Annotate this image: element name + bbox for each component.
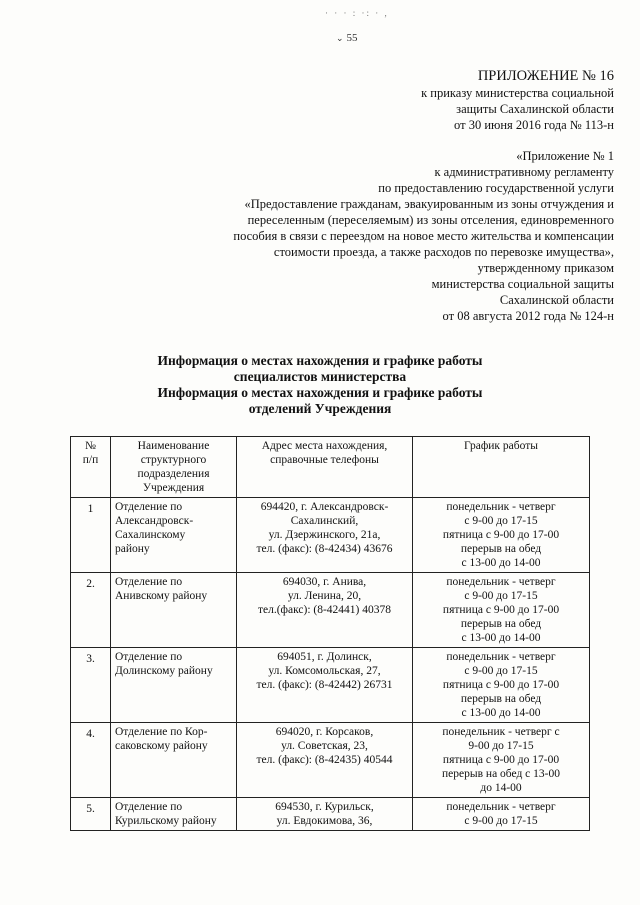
cell-line: Отделение по Кор-: [115, 726, 208, 738]
row-department: [111, 498, 237, 573]
cell-line: с 9-00 до 17-15: [464, 815, 538, 827]
cell-line: Сахалинскому: [115, 529, 186, 541]
row-number: 5.: [71, 798, 111, 831]
cell-line: с 9-00 до 17-15: [464, 590, 538, 602]
heading-line: специалистов министерства: [233, 369, 407, 384]
header-line: структурного: [140, 454, 207, 466]
cell-line: ул. Комсомольская, 27,: [268, 665, 381, 677]
row-schedule: [413, 648, 590, 723]
cell-line: ул. Евдокимова, 36,: [276, 815, 373, 827]
row-schedule: [413, 798, 590, 831]
section-heading: [0, 353, 640, 417]
table-row: [71, 573, 590, 648]
appendix-line: к приказу министерства социальной: [421, 86, 614, 100]
appendix-title: ПРИЛОЖЕНИЕ № 16: [477, 68, 614, 84]
cell-line: до 14-00: [480, 782, 522, 794]
heading-line: Информация о местах нахождения и графике работы: [157, 353, 483, 368]
reglament-line: к административному регламенту: [434, 165, 614, 179]
cell-line: тел. (факс): (8-42442) 26731: [256, 679, 393, 691]
cell-line: с 9-00 до 17-15: [464, 515, 538, 527]
page-number-tick: ⌄: [336, 33, 344, 43]
page-number-value: 55: [346, 32, 358, 44]
header-line: Учреждения: [142, 482, 205, 494]
reglament-line: пособия в связи с переездом на новое место жительства и компенсации: [233, 229, 614, 243]
cell-line: пятница с 9-00 до 17-00: [442, 679, 560, 691]
cell-line: пятница с 9-00 до 17-00: [442, 754, 560, 766]
table-row: [71, 798, 590, 831]
table-row: [71, 723, 590, 798]
row-address: [237, 723, 413, 798]
header-line: Наименование: [137, 440, 210, 452]
table-header-row: [71, 437, 590, 498]
row-address: [237, 798, 413, 831]
cell-line: понедельник - четверг: [446, 576, 556, 588]
header-line: №: [85, 440, 96, 452]
row-schedule: [413, 723, 590, 798]
cell-line: тел.(факс): (8-42441) 40378: [257, 604, 392, 616]
reglament-line: «Приложение № 1: [516, 149, 614, 163]
header-line: Адрес места нахождения,: [261, 440, 388, 452]
cell-line: 9-00 до 17-15: [468, 740, 534, 752]
cell-line: тел. (факс): (8-42434) 43676: [256, 543, 393, 555]
row-address: [237, 573, 413, 648]
cell-line: пятница с 9-00 до 17-00: [442, 604, 560, 616]
cell-line: перерыв на обед: [460, 693, 542, 705]
header-line: справочные телефоны: [270, 454, 379, 466]
scan-artifact-mark: · · · : ·: · ,: [325, 8, 389, 18]
header-address: [237, 437, 413, 498]
cell-line: ул. Советская, 23,: [281, 740, 368, 752]
table-row: [71, 648, 590, 723]
cell-line: Отделение по: [115, 651, 183, 663]
cell-line: ул. Дзержинского, 21а,: [268, 529, 381, 541]
cell-line: ул. Ленина, 20,: [287, 590, 362, 602]
row-number: 1: [71, 498, 111, 573]
heading-line: Информация о местах нахождения и графике работы: [157, 385, 483, 400]
cell-line: району: [115, 543, 150, 555]
reglament-line: министерства социальной защиты: [431, 277, 614, 291]
cell-line: понедельник - четверг: [446, 501, 556, 513]
reglament-line: от 08 августа 2012 года № 124-н: [442, 309, 614, 323]
row-address: [237, 498, 413, 573]
cell-line: понедельник - четверг с: [442, 726, 560, 738]
reglament-line: утвержденному приказом: [477, 261, 614, 275]
cell-line: Сахалинский,: [290, 515, 359, 527]
appendix-line: защиты Сахалинской области: [456, 102, 614, 116]
cell-line: перерыв на обед с 13-00: [442, 768, 560, 780]
appendix-block: [421, 68, 614, 133]
row-number: 2.: [71, 573, 111, 648]
cell-line: Долинскому району: [115, 665, 213, 677]
cell-line: с 13-00 до 14-00: [461, 707, 541, 719]
header-line: График работы: [464, 440, 538, 452]
cell-line: Александровск-: [115, 515, 194, 527]
heading-line: отделений Учреждения: [248, 401, 392, 416]
reglament-line: стоимости проезда, а также расходов по перевозке имущества»,: [273, 245, 614, 259]
row-schedule: [413, 573, 590, 648]
cell-line: перерыв на обед: [460, 543, 542, 555]
cell-line: с 9-00 до 17-15: [464, 665, 538, 677]
row-number: 4.: [71, 723, 111, 798]
cell-line: 694051, г. Долинск,: [277, 651, 372, 663]
cell-line: саковскому району: [115, 740, 208, 752]
reglament-line: «Предоставление гражданам, эвакуированным из зоны отчуждения и: [244, 197, 614, 211]
row-department: [111, 573, 237, 648]
row-department: [111, 798, 237, 831]
reglament-line: Сахалинской области: [499, 293, 614, 307]
header-department: [111, 437, 237, 498]
cell-line: перерыв на обед: [460, 618, 542, 630]
header-line: подразделения: [137, 468, 210, 480]
cell-line: Анивскому району: [115, 590, 208, 602]
reglament-line: переселенным (переселяемым) из зоны отселения, единовременного: [247, 213, 614, 227]
cell-line: с 13-00 до 14-00: [461, 557, 541, 569]
cell-line: 694420, г. Александровск-: [260, 501, 389, 513]
header-line: п/п: [82, 454, 99, 466]
cell-line: Отделение по: [115, 801, 183, 813]
offices-table: [70, 436, 590, 831]
cell-line: Отделение по: [115, 576, 183, 588]
cell-line: понедельник - четверг: [446, 651, 556, 663]
cell-line: понедельник - четверг: [446, 801, 556, 813]
row-department: [111, 723, 237, 798]
header-number: [71, 437, 111, 498]
table-row: [71, 498, 590, 573]
appendix-line: от 30 июня 2016 года № 113-н: [454, 118, 614, 132]
cell-line: 694020, г. Корсаков,: [275, 726, 374, 738]
row-schedule: [413, 498, 590, 573]
row-address: [237, 648, 413, 723]
page-number: [336, 32, 358, 44]
row-number: 3.: [71, 648, 111, 723]
cell-line: Отделение по: [115, 501, 183, 513]
cell-line: Курильскому району: [115, 815, 217, 827]
reglament-block: [233, 148, 614, 324]
reglament-line: по предоставлению государственной услуги: [378, 181, 614, 195]
cell-line: 694030, г. Анива,: [282, 576, 367, 588]
row-department: [111, 648, 237, 723]
cell-line: 694530, г. Курильск,: [275, 801, 374, 813]
cell-line: с 13-00 до 14-00: [461, 632, 541, 644]
cell-line: пятница с 9-00 до 17-00: [442, 529, 560, 541]
cell-line: тел. (факс): (8-42435) 40544: [256, 754, 393, 766]
header-schedule: [413, 437, 590, 498]
